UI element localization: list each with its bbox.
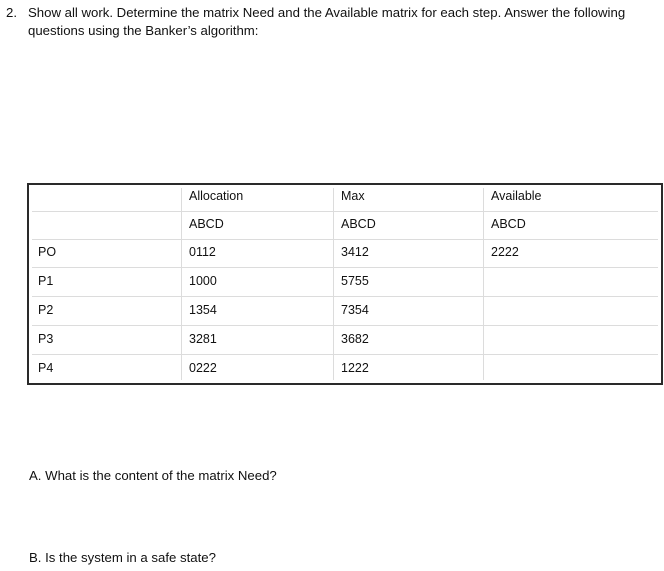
process-id: P3 bbox=[38, 332, 54, 346]
process-id: P4 bbox=[38, 361, 54, 375]
table-row bbox=[32, 299, 658, 326]
header-max: Max bbox=[341, 189, 365, 203]
question-text: Show all work. Determine the matrix Need and the Available matrix for each step. Answer the following questions using the Banker’s algorithm: bbox=[28, 5, 626, 38]
table-row bbox=[32, 328, 658, 355]
subheader-allocation: ABCD bbox=[189, 217, 224, 231]
max-value: 7354 bbox=[341, 303, 369, 317]
header-available: Available bbox=[491, 189, 542, 203]
max-value: 5755 bbox=[341, 274, 369, 288]
allocation-value: 1354 bbox=[189, 303, 217, 317]
subheader-max: ABCD bbox=[341, 217, 376, 231]
table-row bbox=[32, 241, 658, 268]
max-value: 3412 bbox=[341, 245, 369, 259]
bankers-table bbox=[27, 183, 663, 385]
header-allocation: Allocation bbox=[189, 189, 244, 203]
table-row bbox=[32, 357, 658, 383]
allocation-value: 0222 bbox=[189, 361, 217, 375]
subheader-available: ABCD bbox=[491, 217, 526, 231]
table-header-row bbox=[32, 185, 658, 212]
table-row bbox=[32, 270, 658, 297]
question-header bbox=[6, 4, 662, 40]
question-number: 2. bbox=[6, 5, 17, 20]
allocation-value: 3281 bbox=[189, 332, 217, 346]
max-value: 1222 bbox=[341, 361, 369, 375]
subquestion-b: B. Is the system in a safe state? bbox=[29, 550, 216, 565]
process-id: PO bbox=[38, 245, 57, 259]
allocation-value: 0112 bbox=[189, 245, 216, 259]
table-subheader-row bbox=[32, 213, 658, 240]
available-value: 2222 bbox=[491, 245, 519, 259]
allocation-value: 1000 bbox=[189, 274, 217, 288]
max-value: 3682 bbox=[341, 332, 369, 346]
subquestion-a: A. What is the content of the matrix Need? bbox=[29, 468, 277, 483]
process-id: P1 bbox=[38, 274, 54, 288]
process-id: P2 bbox=[38, 303, 54, 317]
